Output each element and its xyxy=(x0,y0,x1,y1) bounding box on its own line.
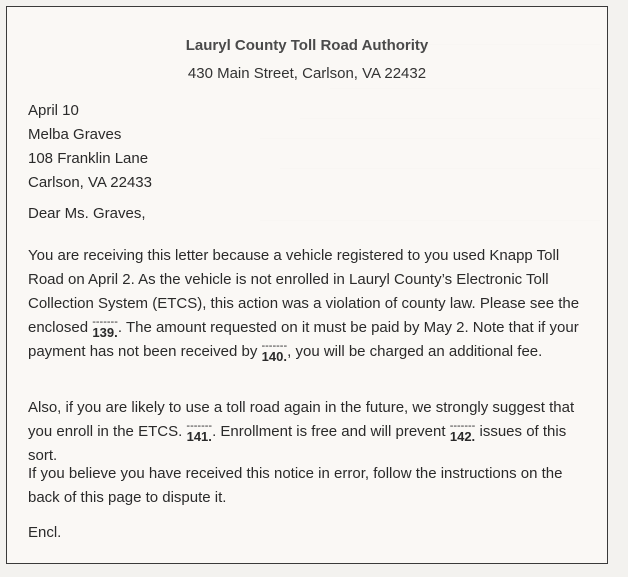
paragraph-1-text-c: , you will be charged an additional fee. xyxy=(287,343,543,360)
paragraph-3: If you believe you have received this notice in error, follow the instructions on the back of this page to dispute it. xyxy=(28,465,563,506)
paragraph-1 xyxy=(28,244,598,364)
paragraph-2-text-b: . Enrollment is free and will prevent xyxy=(212,423,450,440)
org-name: Lauryl County Toll Road Authority xyxy=(185,37,429,54)
paragraph-2-text-c: issues of this sort. xyxy=(28,423,567,464)
blank-142-line: ------- xyxy=(449,420,476,432)
blank-142-number: 142. xyxy=(449,429,476,444)
blank-142 xyxy=(449,419,476,444)
recipient-name: Melba Graves xyxy=(28,126,122,143)
blank-140-line: ------- xyxy=(261,340,288,352)
org-address: 430 Main Street, Carlson, VA 22432 xyxy=(187,65,427,82)
blank-141-number: 141. xyxy=(186,429,212,444)
paragraph-1-text-a: You are receiving this letter because a vehicle registered to you used Knapp Toll Road on April 2. As the vehicle is not enrolled in Lauryl County’s Electronic Toll Collection System (ETCS), this action was a violation of county law. Please see the enclosed xyxy=(28,247,580,336)
blank-139-line: ------- xyxy=(92,316,118,328)
blank-141 xyxy=(186,419,213,444)
paragraph-1-text-b: . The amount requested on it must be paid by May 2. Note that if your payment has not been received by xyxy=(28,319,579,360)
enclosure-note: Encl. xyxy=(28,524,62,541)
recipient-city: Carlson, VA 22433 xyxy=(28,174,152,191)
blank-139-number: 139. xyxy=(92,325,118,340)
recipient-street: 108 Franklin Lane xyxy=(28,150,149,167)
letter-date: April 10 xyxy=(28,102,79,119)
blank-141-line: ------- xyxy=(186,420,213,432)
salutation: Dear Ms. Graves, xyxy=(28,205,146,222)
paragraph-2 xyxy=(28,396,598,468)
recipient-block xyxy=(28,99,152,195)
blank-140 xyxy=(261,339,288,364)
blank-140-number: 140. xyxy=(261,349,287,364)
paragraph-2-text-a: Also, if you are likely to use a toll road again in the future, we strongly suggest that you enroll in the ETCS. xyxy=(28,399,575,440)
blank-139 xyxy=(92,315,118,340)
letter xyxy=(6,6,608,564)
